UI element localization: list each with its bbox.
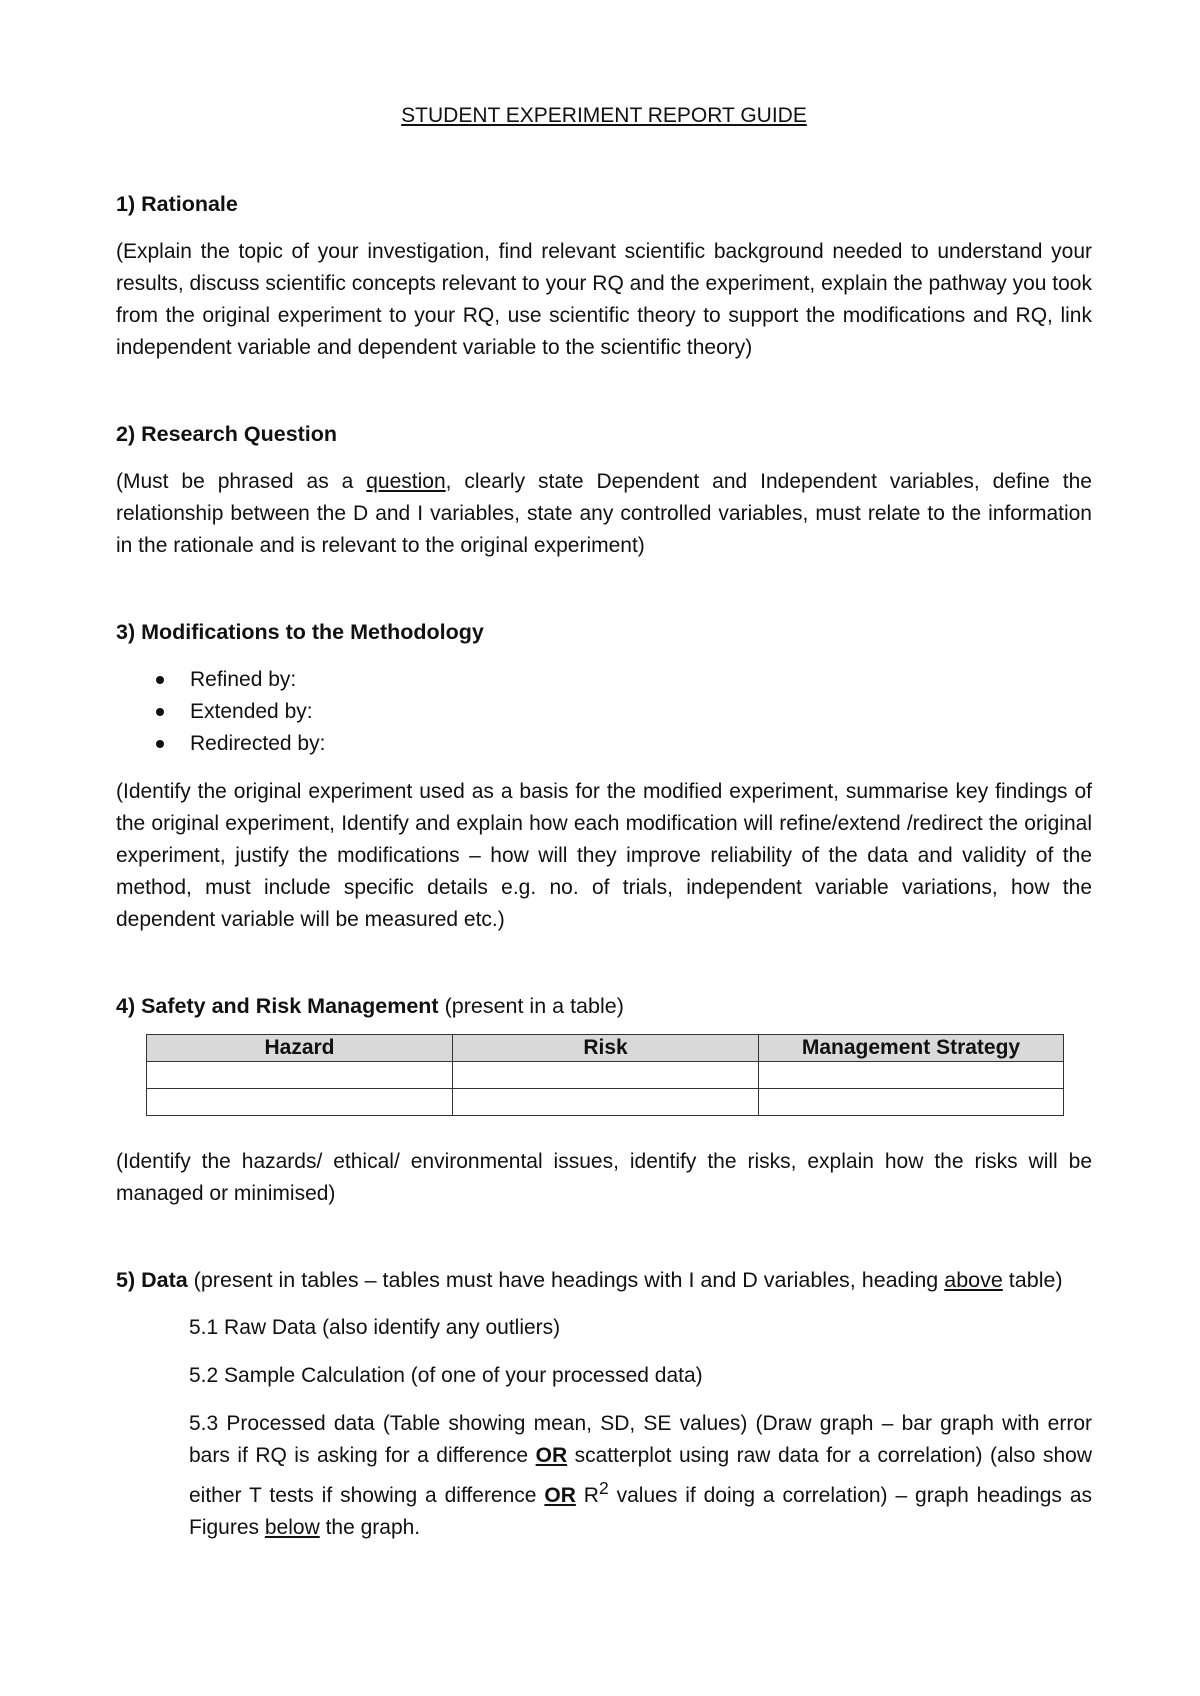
data-heading: 5) Data (present in tables – tables must have headings with I and D variables, heading above table) xyxy=(116,1268,1063,1292)
risk-table xyxy=(146,1034,1064,1116)
table-cell xyxy=(147,1089,453,1116)
research-question-heading: 2) Research Question xyxy=(116,422,338,446)
table-row xyxy=(147,1062,1064,1089)
list-item: Redirected by: xyxy=(156,728,1092,760)
document-page xyxy=(116,100,1092,1560)
rationale-body: (Explain the topic of your investigation, find relevant scientific background needed to understand your results, discuss scientific concepts relevant to your RQ and the experiment, explain the pathway you took from the original experiment to your RQ, use scientific theory to support the modifications and RQ, link independent variable and dependent variable to the scientific theory) xyxy=(116,240,1092,359)
research-question-body: (Must be phrased as a question, clearly state Dependent and Independent variables, define the relationship between the D and I variables, state any controlled variables, must relate to the information in the rationale and is relevant to the original experiment) xyxy=(116,470,1092,557)
data-heading-note: (present in tables – tables must have headings with I and D variables, heading above table) xyxy=(187,1268,1063,1292)
table-cell xyxy=(453,1062,759,1089)
management-strategy-column-header: Management Strategy xyxy=(759,1035,1064,1062)
hazard-column-header: Hazard xyxy=(147,1035,453,1062)
table-row xyxy=(147,1089,1064,1116)
modifications-heading: 3) Modifications to the Methodology xyxy=(116,620,484,644)
list-item: Refined by: xyxy=(156,664,1092,696)
modifications-list xyxy=(116,664,1092,760)
table-cell xyxy=(759,1062,1064,1089)
rationale-heading: 1) Rationale xyxy=(116,192,238,216)
question-underline: question xyxy=(366,470,446,493)
risk-column-header: Risk xyxy=(453,1035,759,1062)
raw-data-item: 5.1 Raw Data (also identify any outliers) xyxy=(189,1316,561,1339)
table-cell xyxy=(453,1089,759,1116)
table-cell xyxy=(147,1062,453,1089)
sample-calculation-item: 5.2 Sample Calculation (of one of your processed data) xyxy=(189,1364,703,1387)
processed-data-item: 5.3 Processed data (Table showing mean, SD, SE values) (Draw graph – bar graph with error bars if RQ is asking for a difference OR scatterplot using raw data for a correlation) (also show either T tests if showing a difference OR $R^2$ values if doing a correlation) – graph headings as Figures below the graph. xyxy=(189,1412,1092,1539)
modifications-body: (Identify the original experiment used as a basis for the modified experiment, summarise key findings of the original experiment, Identify and explain how each modification will refine/extend /redirect the original experiment, justify the modifications – how will they improve reliability of the data and validity of the method, must include specific details e.g. no. of trials, independent variable variations, how the dependent variable will be measured etc.) xyxy=(116,780,1092,931)
document-title: STUDENT EXPERIMENT REPORT GUIDE xyxy=(401,104,807,127)
list-item: Extended by: xyxy=(156,696,1092,728)
table-cell xyxy=(759,1089,1064,1116)
table-header-row xyxy=(147,1035,1064,1062)
safety-body: (Identify the hazards/ ethical/ environmental issues, identify the risks, explain how the risks will be managed or minimised) xyxy=(116,1150,1092,1205)
safety-heading-note: (present in a table) xyxy=(438,994,624,1018)
safety-heading: 4) Safety and Risk Management (present in a table) xyxy=(116,994,624,1018)
